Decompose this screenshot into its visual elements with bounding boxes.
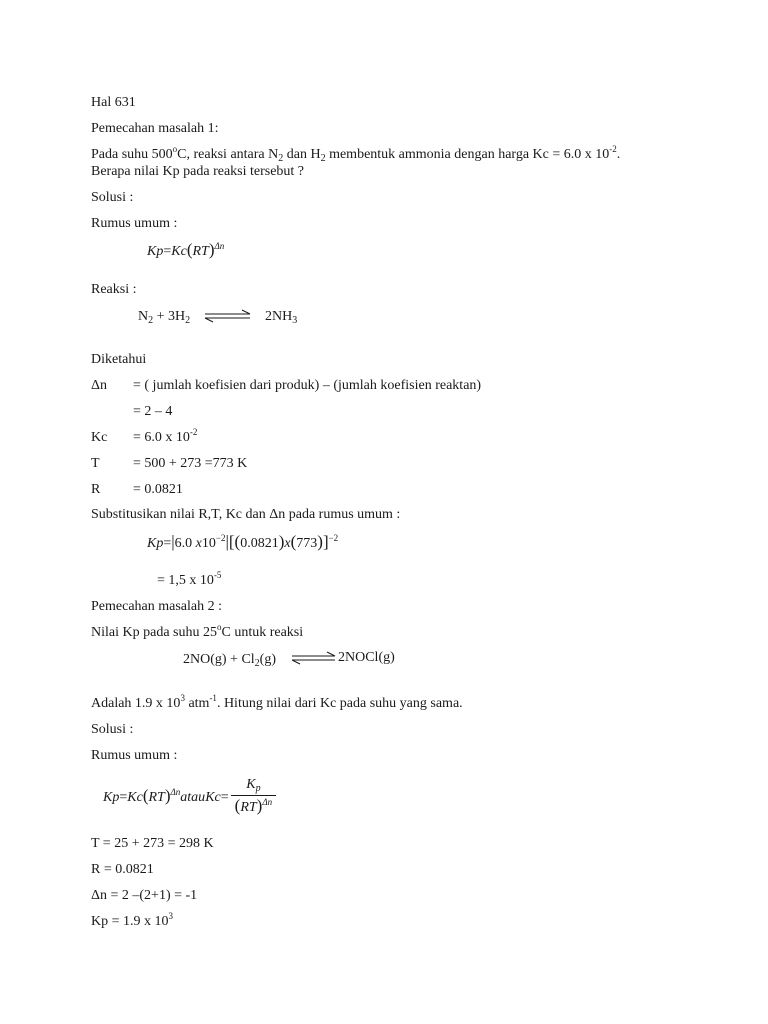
reaction-ammonia: $N_2 + 3H_2$ — [138, 309, 191, 326]
problem1-solusi: Solusi : — [91, 190, 134, 205]
known-row: Δn — [91, 378, 108, 393]
known-value: = 2 – 4 — [133, 404, 173, 419]
given-line: R = 0.0821 — [91, 862, 154, 877]
problem1-title: Pemecahan masalah 1: — [91, 121, 219, 136]
known-value: = 0.0821 — [133, 482, 183, 497]
reaction-nocl-left: $2NO(g) + Cl_2(g)$ — [183, 652, 276, 669]
known-value: = 500 + 273 =773 K — [133, 456, 248, 471]
known-value: = 6.0 x $10^{-2}$ — [133, 427, 198, 445]
problem2-title: Pemecahan masalah 2 : — [91, 599, 223, 614]
problem1-question-line2: Berapa nilai Kp pada reaksi tersebut ? — [91, 164, 305, 179]
reaksi-label: Reaksi : — [91, 282, 137, 297]
fraction: $\frac{K_p}{(RT)^{\Delta n}}$ — [231, 776, 276, 817]
formula-substitution: Kp=|6.0 $x10^{-2}|[(0.0821)x(773)]^{-2}$ — [147, 532, 339, 551]
page-heading: Hal 631 — [91, 95, 136, 110]
known-value: = ( jumlah koefisien dari produk) – (jumlah koefisien reaktan) — [133, 378, 482, 393]
known-row: Kc — [91, 430, 108, 445]
problem2-question: Nilai Kp pada suhu 25$^o$C untuk reaksi — [91, 622, 304, 640]
problem2-rumus-umum: Rumus umum : — [91, 748, 178, 763]
result-line: = 1,5 x $10^{-5}$ — [157, 570, 222, 588]
known-row: R — [91, 482, 101, 497]
given-line: Kp = 1.9 x $10^3$ — [91, 911, 174, 929]
problem1-rumus-umum: Rumus umum : — [91, 216, 178, 231]
equilibrium-arrow-icon — [204, 309, 252, 323]
given-line: T = 25 + 273 = 298 K — [91, 836, 214, 851]
known-row: T — [91, 456, 100, 471]
diketahui-label: Diketahui — [91, 352, 147, 367]
problem1-question-line1: Pada suhu 500$^o$C, reaksi antara $N_2$ dan $H_2$ membentuk ammonia dengan harga Kc = 6.0 x $10^{-2}$. — [91, 144, 621, 164]
reaction-product: $2NH_3$ — [265, 309, 298, 326]
equilibrium-arrow-icon — [291, 651, 337, 665]
reaction-nocl-right: 2NOCl(g) — [338, 650, 395, 665]
substitution-text: Substitusikan nilai R,T, Kc dan Δn pada rumus umum : — [91, 507, 401, 522]
formula-kc-kp: Kp=Kc(RT)$^{\Delta n}$atauKc= $\frac{K_p}{(RT)^{\Delta n}}$ — [103, 776, 276, 817]
formula-general: Kp=Kc(RT)$^{\Delta n}$ — [147, 240, 225, 259]
given-line: Δn = 2 –(2+1) = -1 — [91, 888, 198, 903]
problem2-adalah: Adalah 1.9 x $10^3$ atm$^{-1}$. Hitung nilai dari Kc pada suhu yang sama. — [91, 693, 463, 711]
problem2-solusi: Solusi : — [91, 722, 134, 737]
